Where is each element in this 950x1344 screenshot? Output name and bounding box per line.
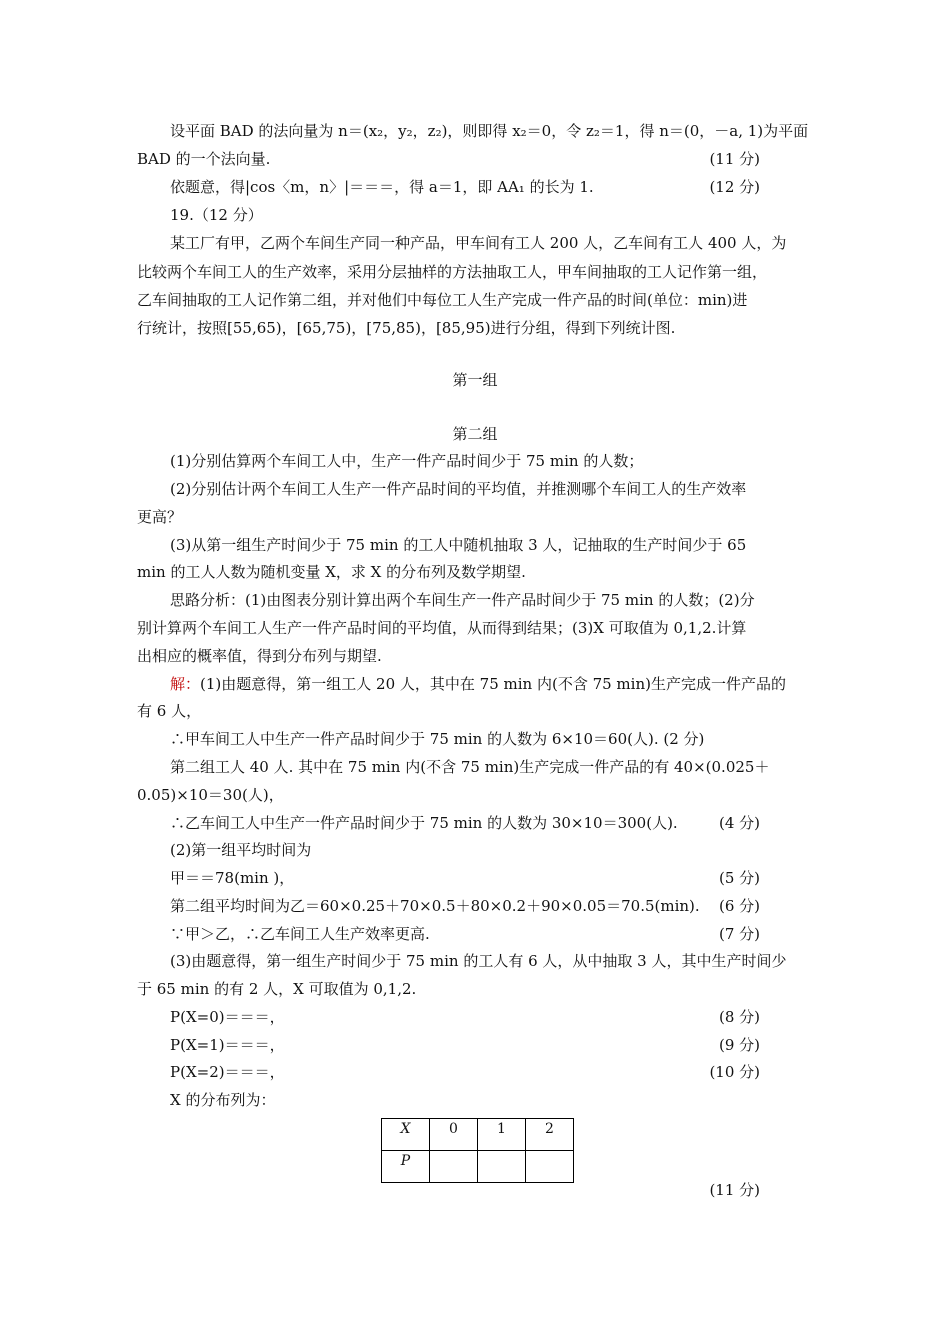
table-cell: 1	[478, 1119, 526, 1151]
table-cell: 2	[526, 1119, 574, 1151]
text-line: 设平面 BAD 的法向量为 n＝(x₂，y₂，z₂)，则即得 x₂＝0，令 z₂＝1，得 n＝(0，－a, 1)为平面	[170, 122, 809, 140]
table-cell: 0	[430, 1119, 478, 1151]
text-line: X 的分布列为：	[170, 1091, 276, 1109]
text-line: BAD 的一个法向量.	[137, 150, 271, 168]
table-row	[382, 1151, 574, 1183]
table-cell	[478, 1151, 526, 1183]
question-2: (2)分别估计两个车间工人生产一件产品时间的平均值，并推测哪个车间工人的生产效率	[170, 480, 747, 498]
score-mark: (6 分)	[718, 897, 760, 915]
text-line: 乙车间抽取的工人记作第二组，并对他们中每位工人生产完成一件产品的时间(单位：min)进	[137, 291, 748, 309]
table-row	[382, 1119, 574, 1151]
question-3: (3)从第一组生产时间少于 75 min 的工人中随机抽取 3 人，记抽取的生产时间少于 65	[170, 536, 747, 554]
table-cell	[430, 1151, 478, 1183]
text-line: (3)由题意得，第一组生产时间少于 75 min 的工人有 6 人，从中抽取 3 人，其中生产时间少	[170, 952, 787, 970]
text-line: 更高？	[137, 508, 183, 526]
text-line: 行统计，按照[55,65)，[65,75)，[75,85)，[85,95)进行分组，得到下列统计图.	[137, 319, 676, 337]
score-mark: (4 分)	[718, 814, 760, 832]
analysis-line: 出相应的概率值，得到分布列与期望.	[137, 647, 382, 665]
text-line: 第二组平均时间为乙＝60×0.25＋70×0.5＋80×0.2＋90×0.05＝70.5(min).	[170, 897, 700, 915]
text-line: min 的工人人数为随机变量 X，求 X 的分布列及数学期望.	[137, 563, 526, 581]
text-line: P(X=0)＝＝＝，	[170, 1008, 285, 1026]
text-line: ∴乙车间工人中生产一件产品时间少于 75 min 的人数为 30×10＝300(人).	[170, 814, 678, 832]
distribution-table	[381, 1118, 574, 1183]
text-line: 依题意，得|cos〈m，n〉|＝＝＝，得 a＝1，即 AA₁ 的长为 1.	[170, 178, 594, 196]
text-line: 0.05)×10＝30(人)，	[137, 786, 284, 804]
solution-label: 解：	[170, 675, 201, 693]
text-line: (2)第一组平均时间为	[170, 841, 312, 859]
analysis-line: 别计算两个车间工人生产一件产品时间的平均值，从而得到结果；(3)X 可取值为 0,1,2.计算	[137, 619, 747, 637]
text-line: 有 6 人，	[137, 702, 202, 720]
text-line: 甲＝＝78(min )，	[170, 869, 295, 887]
text-line: 于 65 min 的有 2 人，X 可取值为 0,1,2.	[137, 980, 417, 998]
text-line: 某工厂有甲，乙两个车间生产同一种产品，甲车间有工人 200 人，乙车间有工人 400 人，为	[170, 234, 787, 252]
text-line: P(X=2)＝＝＝，	[170, 1063, 285, 1081]
text-line: ∵甲＞乙，∴乙车间工人生产效率更高.	[170, 925, 430, 943]
score-mark: (9 分)	[718, 1036, 760, 1054]
question-1: (1)分别估算两个车间工人中，生产一件产品时间少于 75 min 的人数；	[170, 452, 644, 470]
text-line: ∴甲车间工人中生产一件产品时间少于 75 min 的人数为 6×10＝60(人). (2 分)	[170, 730, 705, 748]
score-mark: (12 分)	[709, 178, 760, 196]
problem-number: 19.（12 分）	[170, 206, 263, 224]
text-line: P(X=1)＝＝＝，	[170, 1036, 285, 1054]
table-cell: P	[382, 1151, 430, 1183]
solution-text: (1)由题意得，第一组工人 20 人，其中在 75 min 内(不含 75 min)生产完成一件产品的	[200, 675, 786, 693]
figure-caption-group2: 第二组	[452, 425, 498, 443]
text-line: 第二组工人 40 人. 其中在 75 min 内(不含 75 min)生产完成一件产品的有 40×(0.025＋	[170, 758, 770, 776]
score-mark: (11 分)	[709, 150, 760, 168]
table-cell: X	[382, 1119, 430, 1151]
score-mark: (7 分)	[718, 925, 760, 943]
figure-caption-group1: 第一组	[452, 371, 498, 389]
text-line: 比较两个车间工人的生产效率，采用分层抽样的方法抽取工人，甲车间抽取的工人记作第一组，	[137, 263, 768, 281]
solution-line	[170, 674, 786, 694]
score-mark: (5 分)	[718, 869, 760, 887]
analysis-line: 思路分析：(1)由图表分别计算出两个车间生产一件产品时间少于 75 min 的人数；(2)分	[170, 591, 755, 609]
score-mark: (11 分)	[709, 1181, 760, 1199]
table-cell	[526, 1151, 574, 1183]
score-mark: (10 分)	[709, 1063, 760, 1081]
score-mark: (8 分)	[718, 1008, 760, 1026]
